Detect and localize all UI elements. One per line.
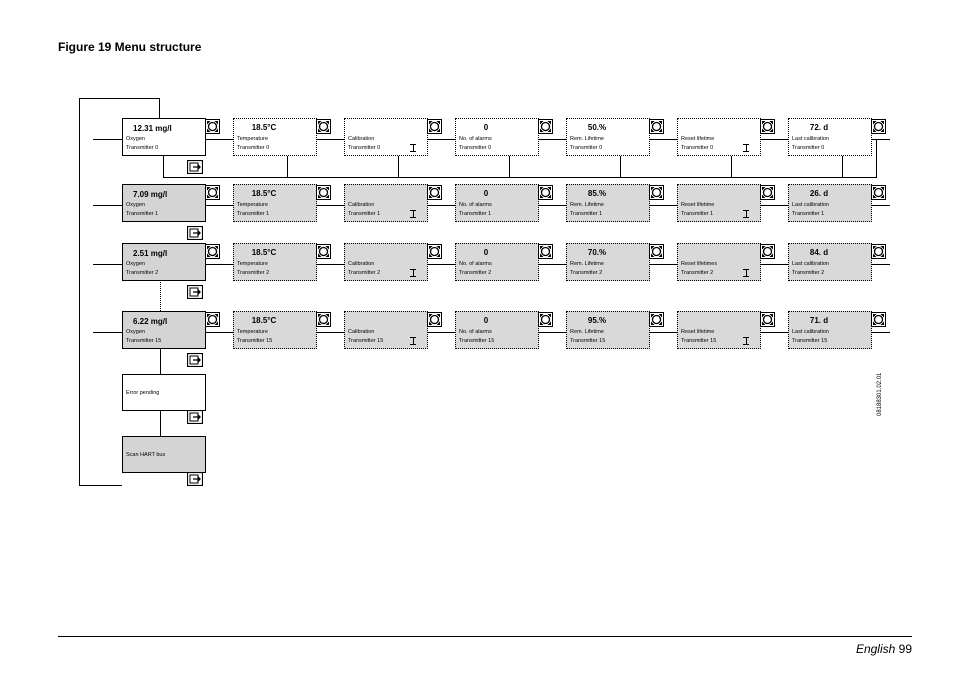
menu-box-transmitter-15-item-3[interactable] [455, 311, 539, 349]
parameter-label: No. of alarms [459, 329, 492, 335]
menu-box-error-pending[interactable] [122, 374, 206, 411]
text-cursor-icon [410, 337, 416, 345]
cycle-arrows-icon[interactable] [871, 119, 886, 134]
value-text: 7.09 mg/l [133, 190, 168, 199]
parameter-label: Reset lifetime [681, 136, 715, 142]
menu-box-transmitter-2-item-3[interactable] [455, 243, 539, 281]
parameter-label: No. of alarms [459, 136, 492, 142]
menu-box-transmitter-0-item-2[interactable] [344, 118, 428, 156]
enter-icon[interactable] [187, 226, 203, 240]
value-text: 0 [483, 189, 489, 198]
transmitter-label: Transmitter 1 [459, 211, 492, 217]
menu-box-transmitter-1-item-5[interactable] [677, 184, 761, 222]
transmitter-label: Transmitter 2 [792, 270, 825, 276]
cycle-arrows-icon[interactable] [538, 185, 553, 200]
transmitter-label: Transmitter 0 [126, 145, 159, 151]
transmitter-label: Transmitter 2 [237, 270, 270, 276]
text-cursor-icon [410, 144, 416, 152]
transmitter-label: Transmitter 0 [348, 145, 381, 151]
menu-box-transmitter-0-item-1[interactable] [233, 118, 317, 156]
parameter-label: Rem. Lifetime [570, 136, 604, 142]
parameter-label: Reset lifetime [681, 202, 715, 208]
transmitter-label: Transmitter 2 [570, 270, 603, 276]
menu-box-transmitter-15-item-6[interactable] [788, 311, 872, 349]
value-text: 18.5°C [251, 316, 277, 325]
cycle-arrows-icon[interactable] [205, 185, 220, 200]
transmitter-label: Transmitter 0 [570, 145, 603, 151]
cycle-arrows-icon[interactable] [205, 119, 220, 134]
parameter-label: Temperature [237, 202, 268, 208]
cycle-arrows-icon[interactable] [316, 119, 331, 134]
transmitter-label: Transmitter 1 [348, 211, 381, 217]
menu-box-transmitter-15-item-4[interactable] [566, 311, 650, 349]
cycle-arrows-icon[interactable] [871, 185, 886, 200]
value-text: 72. d [809, 123, 829, 132]
parameter-label: No. of alarms [459, 202, 492, 208]
parameter-label: Last calibration [792, 202, 829, 208]
enter-icon[interactable] [187, 472, 203, 486]
parameter-label: Calibration [348, 329, 375, 335]
transmitter-label: Transmitter 0 [237, 145, 270, 151]
value-text: 0 [483, 316, 489, 325]
parameter-label: No. of alarms [459, 261, 492, 267]
enter-icon[interactable] [187, 410, 203, 424]
connector-line [79, 98, 80, 486]
menu-box-transmitter-0-item-4[interactable] [566, 118, 650, 156]
cycle-arrows-icon[interactable] [649, 185, 664, 200]
transmitter-label: Transmitter 1 [126, 211, 159, 217]
cycle-arrows-icon[interactable] [871, 312, 886, 327]
menu-box-scan-hart-bus[interactable] [122, 436, 206, 473]
cycle-arrows-icon[interactable] [760, 244, 775, 259]
menu-box-transmitter-2-item-6[interactable] [788, 243, 872, 281]
transmitter-label: Transmitter 15 [681, 338, 717, 344]
value-text: 12.31 mg/l [133, 124, 172, 133]
connector-line [79, 485, 122, 486]
parameter-label: Temperature [237, 136, 268, 142]
value-text: 26. d [809, 189, 829, 198]
transmitter-label: Transmitter 15 [348, 338, 384, 344]
value-text: 2.51 mg/l [133, 249, 168, 258]
connector-line [79, 98, 160, 99]
menu-box-transmitter-1-item-1[interactable] [233, 184, 317, 222]
value-text: 70.% [587, 248, 607, 257]
parameter-label: Rem. Lifetime [570, 329, 604, 335]
transmitter-label: Transmitter 0 [792, 145, 825, 151]
cycle-arrows-icon[interactable] [316, 244, 331, 259]
menu-box-transmitter-1-item-6[interactable] [788, 184, 872, 222]
connector-line [509, 156, 510, 177]
menu-box-transmitter-15-item-5[interactable] [677, 311, 761, 349]
parameter-label: Oxygen [126, 261, 145, 267]
menu-box-transmitter-0-item-5[interactable] [677, 118, 761, 156]
connector-line [398, 156, 399, 177]
enter-icon[interactable] [187, 285, 203, 299]
transmitter-label: Transmitter 2 [681, 270, 714, 276]
text-cursor-icon [743, 144, 749, 152]
parameter-label: Oxygen [126, 329, 145, 335]
menu-box-transmitter-1-item-3[interactable] [455, 184, 539, 222]
parameter-label: Calibration [348, 136, 375, 142]
parameter-label: Oxygen [126, 202, 145, 208]
parameter-label: Temperature [237, 261, 268, 267]
menu-box-transmitter-2-item-4[interactable] [566, 243, 650, 281]
box-label: Scan HART bus [126, 452, 166, 458]
menu-box-transmitter-0-item-6[interactable] [788, 118, 872, 156]
menu-box-transmitter-2-item-2[interactable] [344, 243, 428, 281]
cycle-arrows-icon[interactable] [427, 119, 442, 134]
transmitter-label: Transmitter 15 [459, 338, 495, 344]
value-text: 18.5°C [251, 123, 277, 132]
cycle-arrows-icon[interactable] [538, 119, 553, 134]
value-text: 71. d [809, 316, 829, 325]
connector-line [842, 156, 843, 177]
parameter-label: Rem. Lifetime [570, 261, 604, 267]
value-text: 18.5°C [251, 248, 277, 257]
enter-icon[interactable] [187, 353, 203, 367]
cycle-arrows-icon[interactable] [316, 185, 331, 200]
value-text: 85.% [587, 189, 607, 198]
value-text: 6.22 mg/l [133, 317, 168, 326]
cycle-arrows-icon[interactable] [427, 312, 442, 327]
text-cursor-icon [743, 210, 749, 218]
value-text: 0 [483, 123, 489, 132]
connector-line [620, 156, 621, 177]
transmitter-label: Transmitter 2 [126, 270, 159, 276]
value-text: 84. d [809, 248, 829, 257]
cycle-arrows-icon[interactable] [205, 312, 220, 327]
cycle-arrows-icon[interactable] [538, 312, 553, 327]
transmitter-label: Transmitter 15 [237, 338, 273, 344]
menu-box-transmitter-15[interactable] [122, 311, 206, 349]
parameter-label: Last calibration [792, 261, 829, 267]
cycle-arrows-icon[interactable] [316, 312, 331, 327]
cycle-arrows-icon[interactable] [427, 185, 442, 200]
menu-box-transmitter-1[interactable] [122, 184, 206, 222]
transmitter-label: Transmitter 1 [681, 211, 714, 217]
figure-code: 08188301.02.01 [877, 372, 883, 416]
transmitter-label: Transmitter 0 [459, 145, 492, 151]
value-text: 0 [483, 248, 489, 257]
parameter-label: Calibration [348, 261, 375, 267]
value-text: 50.% [587, 123, 607, 132]
cycle-arrows-icon[interactable] [760, 185, 775, 200]
page-footer [856, 642, 912, 656]
menu-box-transmitter-0-item-3[interactable] [455, 118, 539, 156]
connector-line [160, 411, 161, 436]
footer-language: English [855, 642, 896, 656]
cycle-arrows-icon[interactable] [871, 244, 886, 259]
menu-box-transmitter-15-item-1[interactable] [233, 311, 317, 349]
cycle-arrows-icon[interactable] [760, 312, 775, 327]
parameter-label: Reset lifetime [681, 329, 715, 335]
text-cursor-icon [743, 269, 749, 277]
value-text: 95.% [587, 316, 607, 325]
parameter-label: Calibration [348, 202, 375, 208]
text-cursor-icon [410, 269, 416, 277]
text-cursor-icon [743, 337, 749, 345]
transmitter-label: Transmitter 15 [126, 338, 162, 344]
transmitter-label: Transmitter 0 [681, 145, 714, 151]
figure-title: Figure 19 Menu structure [58, 40, 202, 54]
parameter-label: Rem. Lifetime [570, 202, 604, 208]
transmitter-label: Transmitter 2 [348, 270, 381, 276]
cycle-arrows-icon[interactable] [649, 119, 664, 134]
connector-line [287, 156, 288, 177]
transmitter-label: Transmitter 1 [792, 211, 825, 217]
text-cursor-icon [410, 210, 416, 218]
parameter-label: Temperature [237, 329, 268, 335]
parameter-label: Last calibration [792, 329, 829, 335]
cycle-arrows-icon[interactable] [649, 312, 664, 327]
transmitter-label: Transmitter 1 [570, 211, 603, 217]
footer-rule [58, 636, 912, 637]
footer-page-number: 99 [898, 642, 912, 656]
connector-line [159, 98, 160, 118]
menu-box-transmitter-1-item-2[interactable] [344, 184, 428, 222]
parameter-label: Reset lifetimes [681, 261, 718, 267]
enter-icon[interactable] [187, 160, 203, 174]
box-label: Error pending [126, 390, 160, 396]
cycle-arrows-icon[interactable] [205, 244, 220, 259]
cycle-arrows-icon[interactable] [538, 244, 553, 259]
transmitter-label: Transmitter 15 [792, 338, 828, 344]
connector-line [163, 156, 164, 177]
transmitter-label: Transmitter 15 [570, 338, 606, 344]
value-text: 18.5°C [251, 189, 277, 198]
transmitter-label: Transmitter 1 [237, 211, 270, 217]
menu-box-transmitter-2[interactable] [122, 243, 206, 281]
cycle-arrows-icon[interactable] [427, 244, 442, 259]
connector-line [876, 140, 877, 178]
cycle-arrows-icon[interactable] [649, 244, 664, 259]
menu-box-transmitter-0[interactable] [122, 118, 206, 156]
cycle-arrows-icon[interactable] [760, 119, 775, 134]
parameter-label: Last calibration [792, 136, 829, 142]
ellipsis-connector [160, 282, 161, 311]
transmitter-label: Transmitter 2 [459, 270, 492, 276]
connector-line [731, 156, 732, 177]
connector-line [163, 177, 876, 178]
menu-box-transmitter-2-item-1[interactable] [233, 243, 317, 281]
menu-box-transmitter-15-item-2[interactable] [344, 311, 428, 349]
parameter-label: Oxygen [126, 136, 145, 142]
connector-line [160, 349, 161, 374]
menu-box-transmitter-2-item-5[interactable] [677, 243, 761, 281]
menu-box-transmitter-1-item-4[interactable] [566, 184, 650, 222]
